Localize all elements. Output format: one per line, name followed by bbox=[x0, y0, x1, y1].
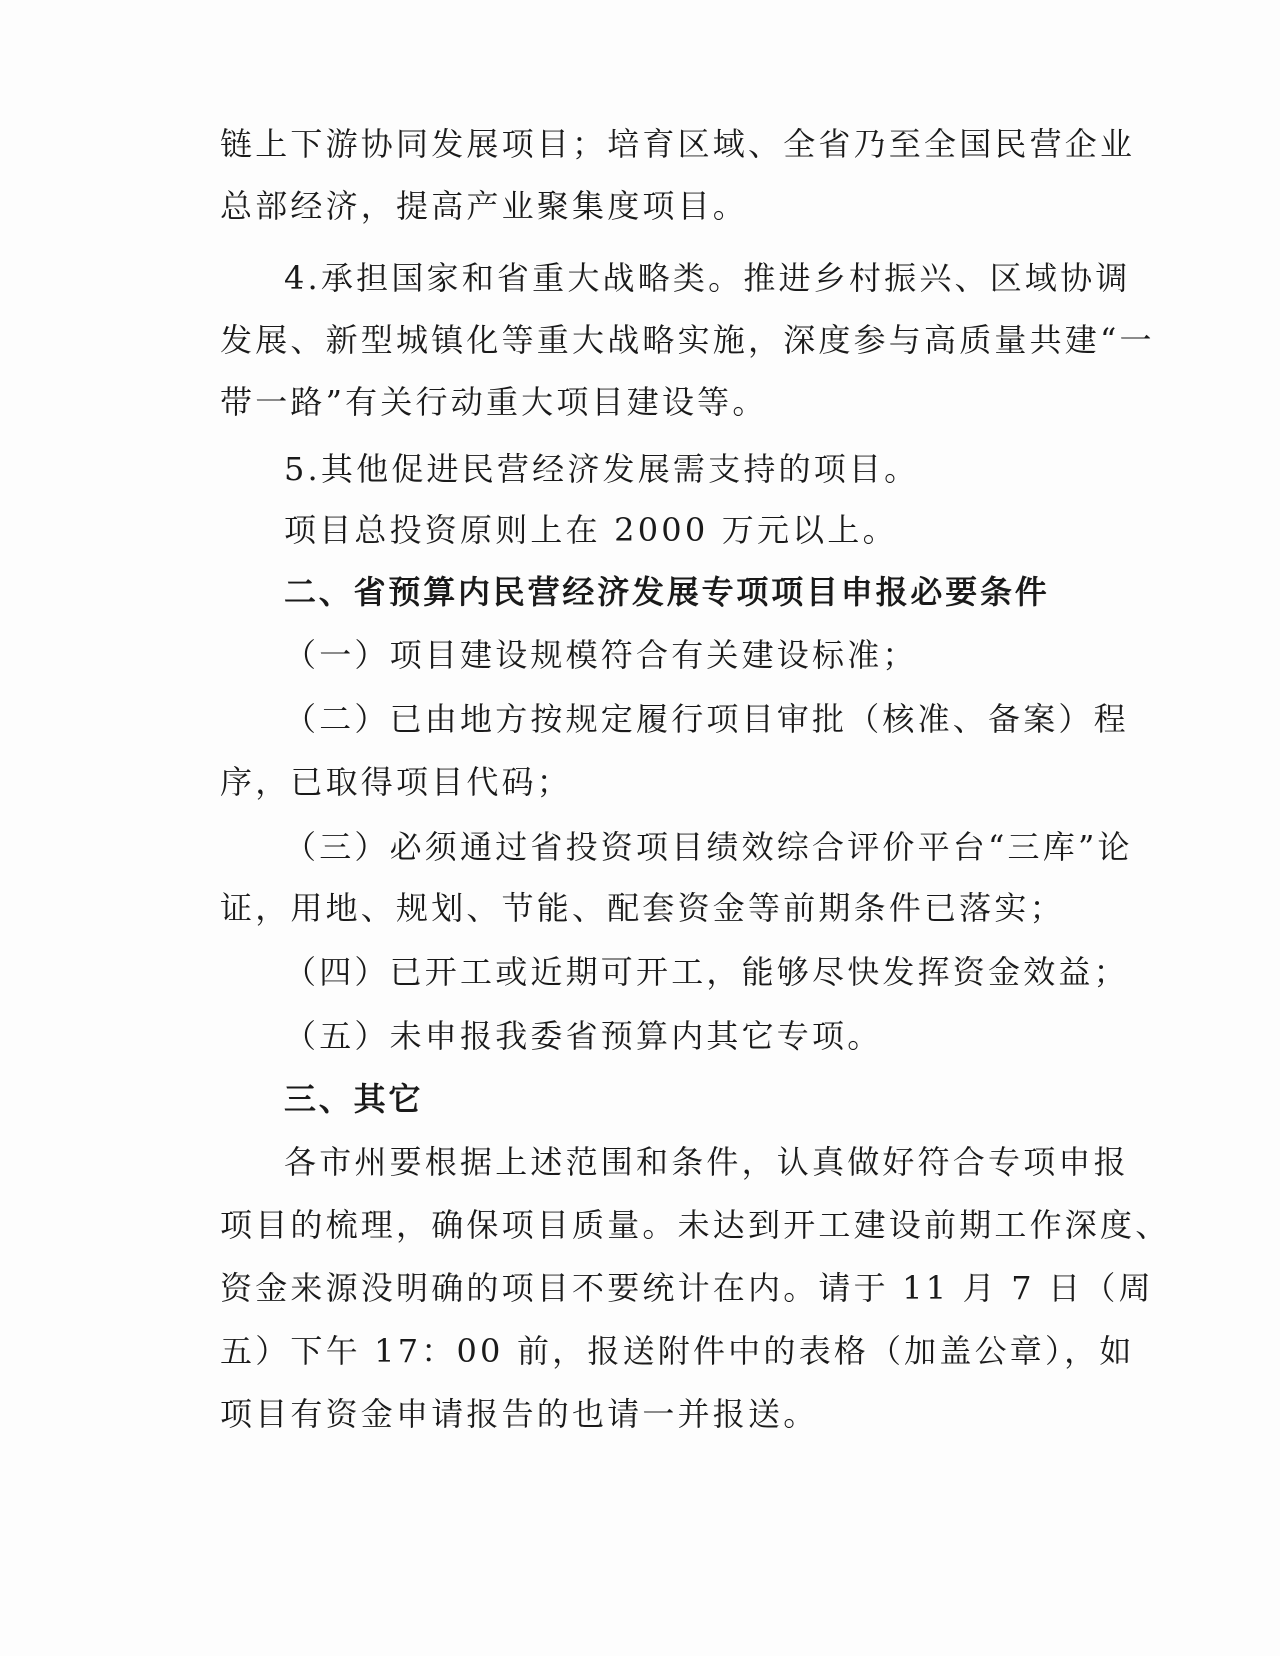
paragraph-line: 资金来源没明确的项目不要统计在内。请于 11 月 7 日（周 bbox=[220, 1269, 1154, 1307]
paragraph-line: 带一路”有关行动重大项目建设等。 bbox=[220, 383, 768, 421]
paragraph-line: （三）必须通过省投资项目绩效综合评价平台“三库”论 bbox=[284, 828, 1133, 866]
paragraph-line: 项目的梳理，确保项目质量。未达到开工建设前期工作深度、 bbox=[220, 1206, 1171, 1244]
paragraph-line: 总部经济，提高产业聚集度项目。 bbox=[220, 187, 749, 225]
paragraph-line: （四）已开工或近期可开工，能够尽快发挥资金效益； bbox=[284, 953, 1129, 991]
paragraph-line: 序，已取得项目代码； bbox=[220, 763, 573, 801]
paragraph-line: 五）下午 17：00 前，报送附件中的表格（加盖公章），如 bbox=[220, 1332, 1135, 1370]
paragraph-line: 各市州要根据上述范围和条件，认真做好符合专项申报 bbox=[284, 1143, 1129, 1181]
paragraph-line: 发展、新型城镇化等重大战略实施，深度参与高质量共建“一 bbox=[220, 321, 1155, 359]
paragraph-line: （二）已由地方按规定履行项目审批（核准、备案）程 bbox=[284, 700, 1129, 738]
section-heading: 三、其它 bbox=[284, 1080, 424, 1118]
paragraph-line: （一）项目建设规模符合有关建设标准； bbox=[284, 636, 918, 674]
paragraph-line: 项目有资金申请报告的也请一并报送。 bbox=[220, 1395, 819, 1433]
paragraph-line: 5.其他促进民营经济发展需支持的项目。 bbox=[284, 450, 920, 488]
paragraph-line: 4.承担国家和省重大战略类。推进乡村振兴、区域协调 bbox=[284, 259, 1131, 297]
paragraph-line: 项目总投资原则上在 2000 万元以上。 bbox=[284, 511, 898, 549]
paragraph-line: （五）未申报我委省预算内其它专项。 bbox=[284, 1017, 883, 1055]
paragraph-line: 链上下游协同发展项目；培育区域、全省乃至全国民营企业 bbox=[220, 125, 1136, 163]
section-heading: 二、省预算内民营经济发展专项项目申报必要条件 bbox=[284, 573, 1050, 611]
paragraph-line: 证，用地、规划、节能、配套资金等前期条件已落实； bbox=[220, 889, 1065, 927]
